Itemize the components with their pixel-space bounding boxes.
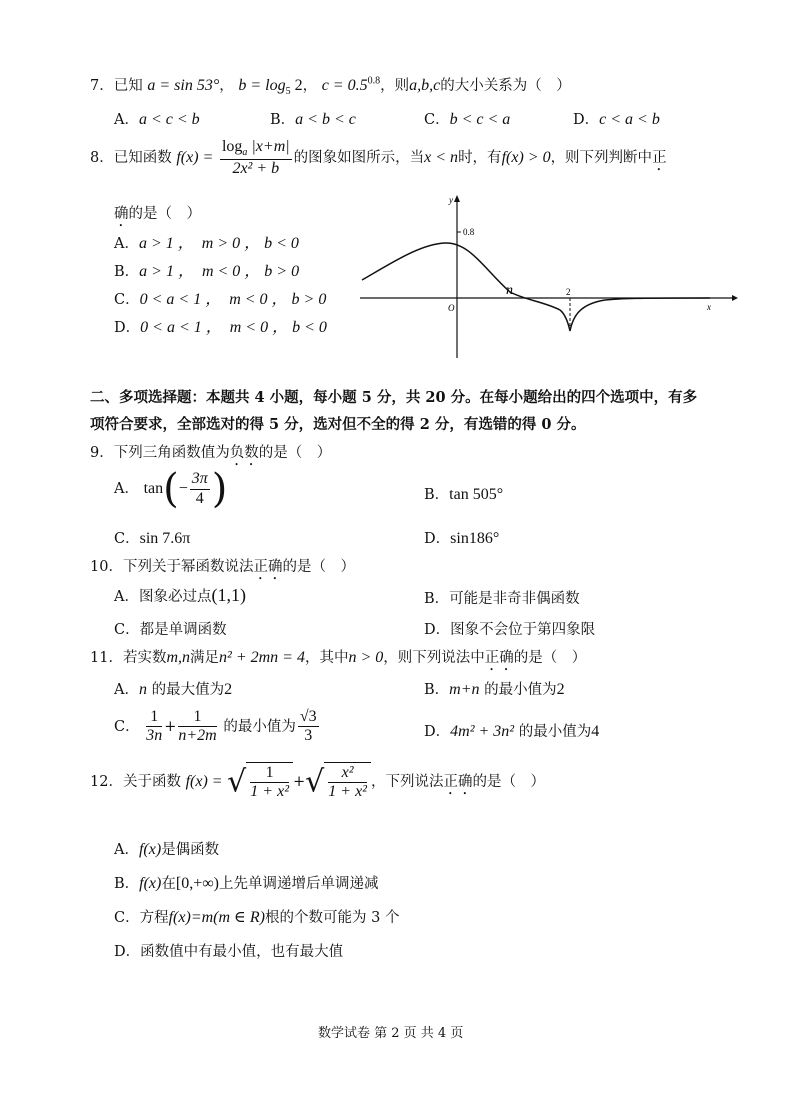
q10-stem: 10．下列关于幂函数说法正确的是（ ） [90,559,355,575]
q11-option-c: C． $\frac{1}{3n}$ + $\frac{1}{n+2m}$ 的最小值为 $\frac{√3}{3}$ [114,708,317,745]
q7-option-d: D．c < a < b [573,111,660,128]
q12-option-b: B．f(x)在[0,+∞)上先单调递增后单调递减 [114,875,379,892]
q8-option-c: C．0 < a < 1 ， m < 0 ， b > 0 [114,291,327,308]
q8-function-graph [360,192,740,364]
q9-stem: 9．下列三角函数值为负数的是（ ） [90,445,332,461]
q8-option-a: A．a > 1 ， m > 0 ， b < 0 [114,235,299,252]
q11-option-a: A．n 的最大值为2 [114,681,233,698]
q12-option-d: D．函数值中有最小值，也有最大值 [114,944,344,960]
section2-heading-line2: 项符合要求，全部选对的得 5 分，选对但不全的得 2 分，有选错的得 0 分。 [90,416,586,433]
q11-option-d: D．4m² + 3n² 的最小值为4 [424,723,600,740]
q8-option-d: D．0 < a < 1 ， m < 0 ， b < 0 [114,319,327,336]
page-footer: 数学试卷 第 2 页 共 4 页 [318,1026,464,1041]
q11-stem: 11．若实数m,n满足n² + 2mn = 4，其中n > 0，则下列说法中正确的是（ ） [90,649,587,666]
q9-option-d: D．sin186° [424,530,500,547]
q10-option-d: D．图象不会位于第四象限 [424,622,596,638]
q10-option-a: A．图象必过点(1,1) [114,585,246,605]
function-curve [362,243,710,331]
q7-stem: 7．已知 a = sin 53°， $b = \log_5 2$， $c = 0.5^{0.8}$，则a,b,c的大小关系为（ ） [90,75,571,98]
q8-function-fraction: $\frac{\log_a |x+m|}{\text{2x² + b}}$ [221,138,290,177]
q7-option-b: B．a < b < c [270,111,356,128]
q10-option-c: C．都是单调函数 [114,622,227,638]
y-axis-label: y [449,195,453,205]
q12-sqrt-1: √ $\frac{1}{\text{1 + x²}}$ [227,762,293,802]
q8-stem-cont: 确的是（ ） [114,206,201,222]
q12-option-c: C．方程f(x)=m(m ∈ R)根的个数可能为 3 个 [114,909,400,926]
q7-option-c: C．b < c < a [424,111,511,128]
q12-sqrt-2: √ $\frac{\text{x²}}{\text{1 + x²}}$ [305,762,371,802]
q7-option-a: A．a < c < b [114,111,200,128]
section2-heading-line1: 二、多项选择题：本题共 4 小题，每小题 5 分，共 20 分。在每小题给出的四个选项中，有多 [90,389,698,406]
q8-option-b: B．a > 1 ， m < 0 ， b > 0 [114,263,300,280]
two-label: 2 [566,287,571,297]
q11-option-b: B．m+n 的最小值为2 [424,681,565,698]
q9-option-c: C．sin 7.6π [114,530,191,547]
y-axis-arrow [454,195,460,202]
q12-stem: 12．关于函数 f(x) = √ $\frac{1}{\text{1 + x²}}$ +√ $\frac{\text{x²}}{\text{1 + x²}}$ ，下列说法正确的是（ ） [90,764,545,801]
q12-option-a: A．f(x)是偶函数 [114,841,220,858]
x-axis-label: x [707,302,711,312]
q9-option-a: A． tan(− $\frac{3\pi}{4}$ ) [114,466,228,512]
n-label: n [506,283,513,298]
q10-option-b: B．可能是非奇非偶函数 [424,591,580,607]
y-tick-label: 0.8 [463,227,475,237]
origin-label: O [448,303,455,313]
q8-stem: 8．已知函数 f(x) = $\frac{\log_a |x+m|}{\text{2x² + b}}$ 的图象如图所示，当x < n时，有f(x) > 0，则下列判断中正 [90,138,667,177]
q9-option-b: B．tan 505° [424,486,504,503]
x-axis-arrow [732,295,738,301]
